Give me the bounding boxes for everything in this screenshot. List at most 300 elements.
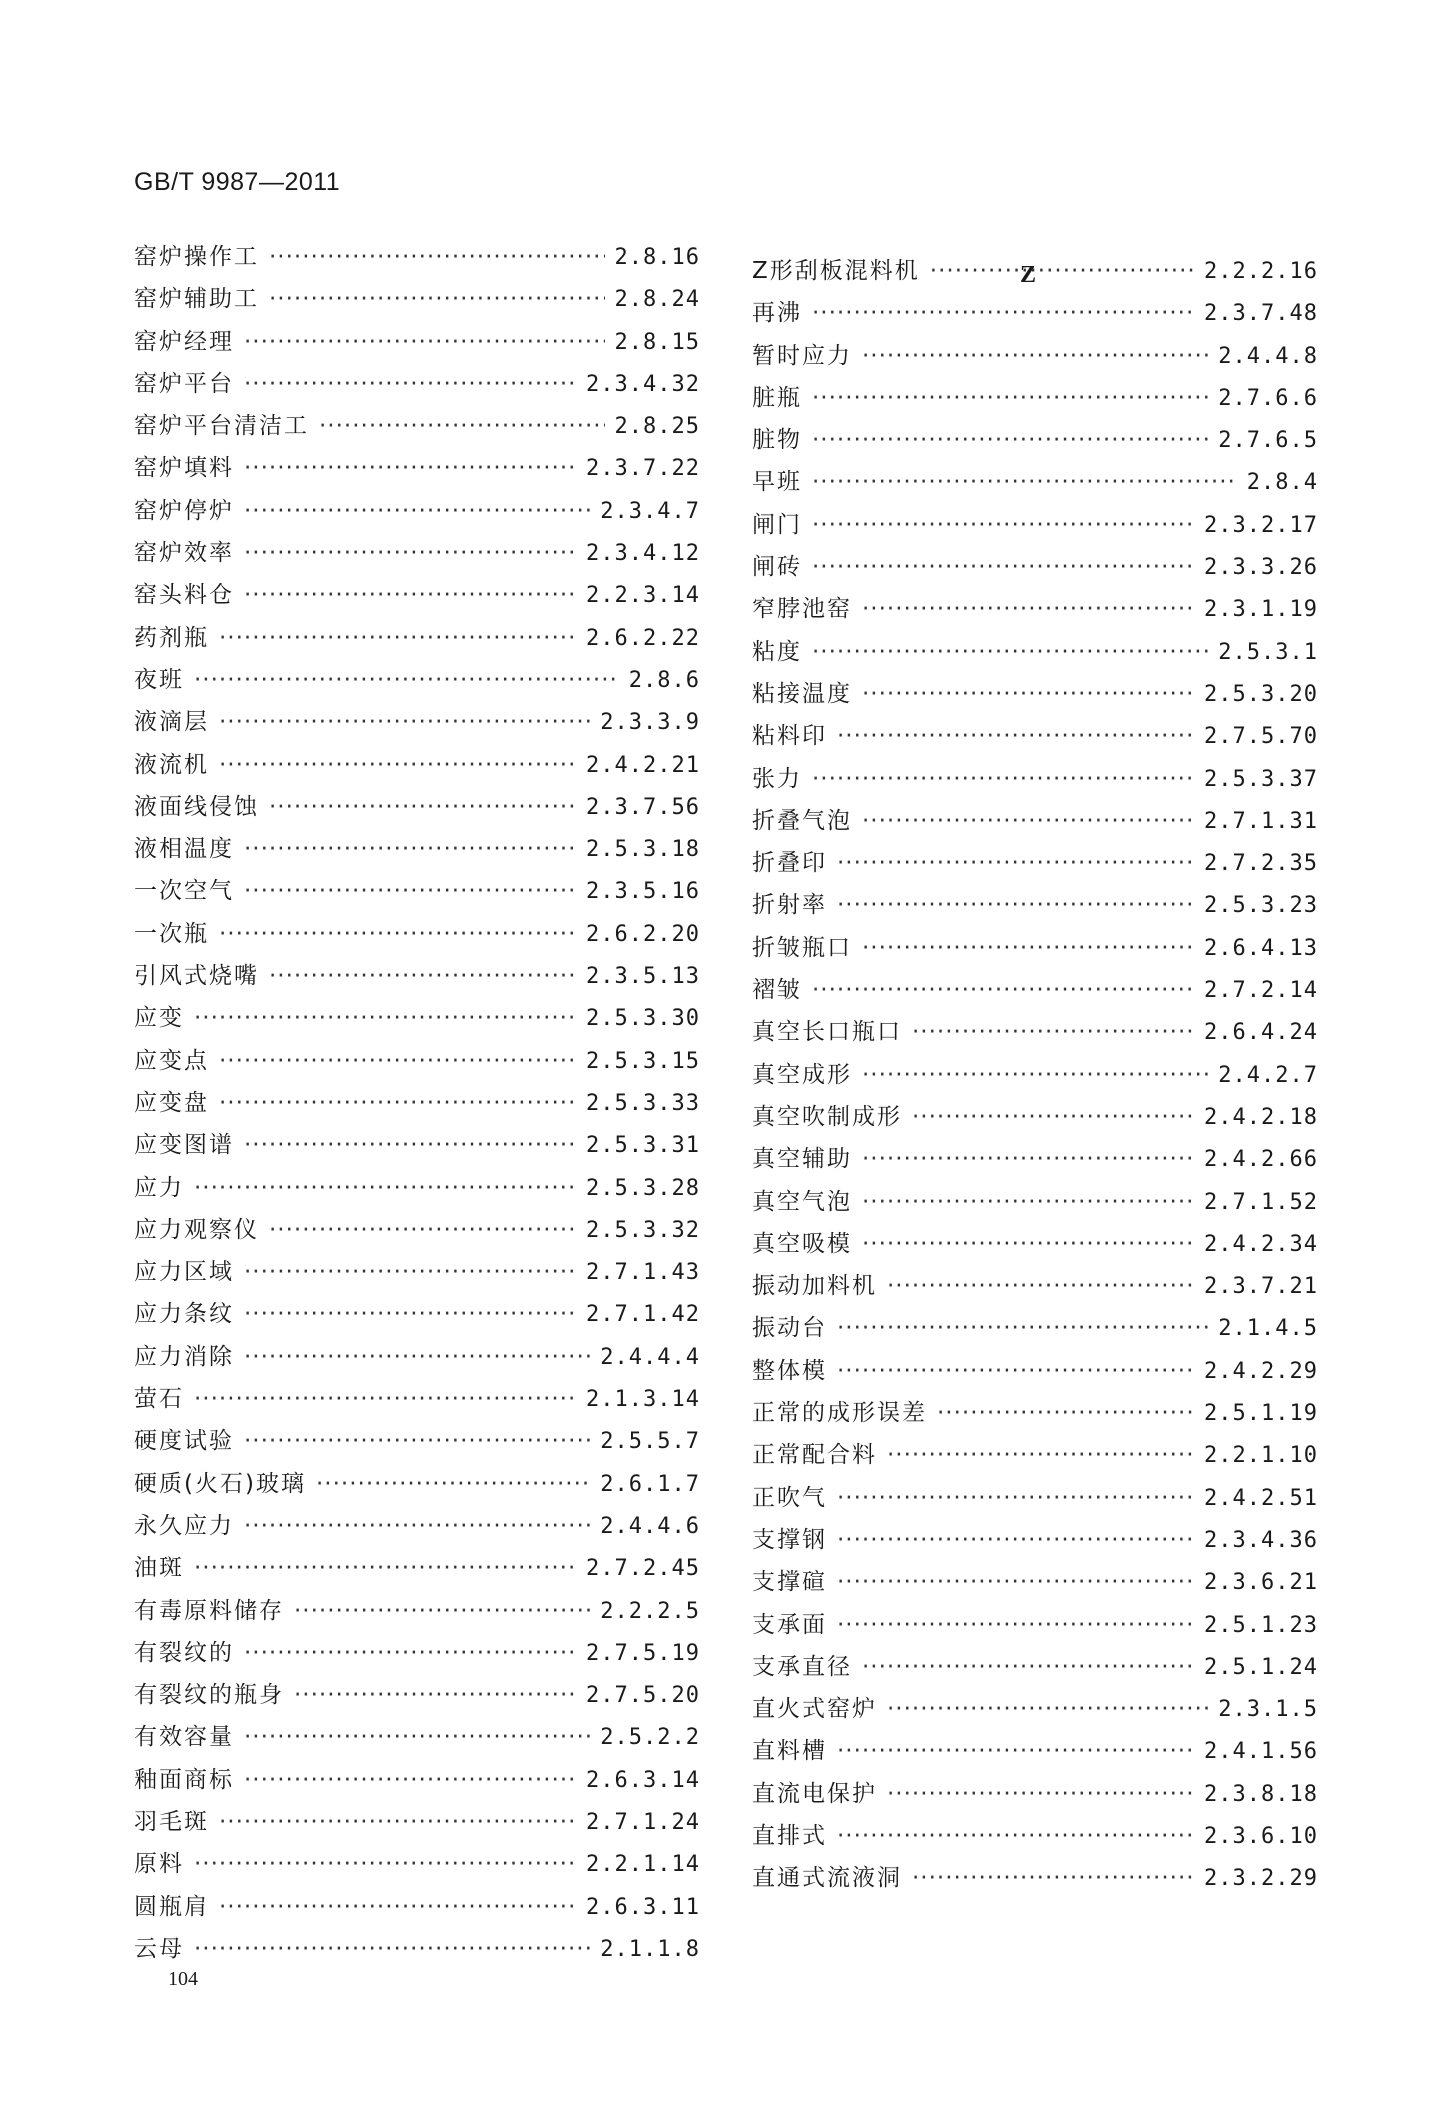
- index-reference: 2.7.2.45: [586, 1556, 700, 1582]
- index-entry: [134, 532, 700, 574]
- index-term: 窑炉平台: [134, 370, 234, 397]
- index-reference: 2.1.4.5: [1218, 1316, 1318, 1342]
- index-reference: 2.7.1.43: [586, 1260, 700, 1286]
- index-entry: [752, 250, 1318, 292]
- index-term: 硬度试验: [134, 1428, 234, 1455]
- dot-leader: [912, 1011, 1194, 1053]
- index-term: 有裂纹的: [134, 1639, 234, 1666]
- index-entry: [752, 800, 1318, 842]
- index-reference: 2.4.2.66: [1204, 1147, 1318, 1173]
- index-reference: 2.8.25: [614, 414, 700, 440]
- index-entry: [134, 701, 700, 743]
- index-term: 永久应力: [134, 1512, 234, 1539]
- page-number: 104: [168, 1968, 198, 1990]
- index-entry: [752, 377, 1318, 419]
- index-term: 早班: [752, 469, 802, 496]
- dot-leader: [194, 1547, 576, 1589]
- dot-leader: [837, 1350, 1194, 1392]
- index-entry: [134, 1420, 700, 1462]
- index-reference: 2.4.2.21: [586, 752, 700, 778]
- index-term: 再沸: [752, 300, 802, 327]
- index-reference: 2.5.3.20: [1204, 681, 1318, 707]
- index-reference: 2.2.2.5: [600, 1598, 700, 1624]
- dot-leader: [194, 1167, 576, 1209]
- index-term: 有毒原料储存: [134, 1597, 284, 1624]
- index-reference: 2.4.2.7: [1218, 1062, 1318, 1088]
- dot-leader: [244, 1293, 576, 1335]
- index-entry: [752, 1138, 1318, 1180]
- dot-leader: [812, 758, 1194, 800]
- index-entry: [134, 1378, 700, 1420]
- index-term: 窑炉效率: [134, 540, 234, 567]
- index-entry: [752, 1561, 1318, 1603]
- index-term: 正常的成形误差: [752, 1400, 927, 1427]
- index-entry: [752, 1223, 1318, 1265]
- index-term: 真空吹制成形: [752, 1103, 902, 1130]
- index-reference: 2.4.4.4: [600, 1344, 700, 1370]
- index-reference: 2.6.2.20: [586, 921, 700, 947]
- dot-leader: [244, 490, 590, 532]
- index-entry: [752, 758, 1318, 800]
- index-reference: 2.3.3.9: [600, 710, 700, 736]
- index-term: 釉面商标: [134, 1766, 234, 1793]
- index-term: 一次空气: [134, 878, 234, 905]
- index-term: 真空辅助: [752, 1146, 852, 1173]
- index-entry: [752, 546, 1318, 588]
- index-entry: [134, 236, 700, 278]
- dot-leader: [862, 1138, 1194, 1180]
- dot-leader: [194, 1378, 576, 1420]
- index-entry: [752, 1604, 1318, 1646]
- index-reference: 2.5.3.30: [586, 1006, 700, 1032]
- index-entry: [134, 1251, 700, 1293]
- index-reference: 2.5.1.23: [1204, 1612, 1318, 1638]
- index-term: 应力区域: [134, 1259, 234, 1286]
- index-entry: [134, 1674, 700, 1716]
- dot-leader: [837, 1815, 1194, 1857]
- index-entry: [134, 1801, 700, 1843]
- index-entry: [752, 1857, 1318, 1899]
- dot-leader: [912, 1096, 1194, 1138]
- index-entry: [752, 884, 1318, 926]
- index-term: 油斑: [134, 1555, 184, 1582]
- dot-leader: [219, 1082, 576, 1124]
- dot-leader: [269, 955, 576, 997]
- index-term: 有裂纹的瓶身: [134, 1682, 284, 1709]
- index-entry: [134, 1547, 700, 1589]
- index-term: 闸门: [752, 511, 802, 538]
- index-term: 支承直径: [752, 1653, 852, 1680]
- dot-leader: [812, 504, 1194, 546]
- index-term: 应变点: [134, 1047, 209, 1074]
- index-reference: 2.3.4.12: [586, 541, 700, 567]
- index-term: 应力: [134, 1174, 184, 1201]
- dot-leader: [887, 1265, 1194, 1307]
- index-term: 直通式流液洞: [752, 1865, 902, 1892]
- index-reference: 2.5.3.1: [1218, 639, 1318, 665]
- index-entry: [134, 1336, 700, 1378]
- index-term: 折叠气泡: [752, 807, 852, 834]
- dot-leader: [837, 1561, 1194, 1603]
- index-reference: 2.6.2.22: [586, 625, 700, 651]
- dot-leader: [887, 1688, 1208, 1730]
- index-entry: [752, 1307, 1318, 1349]
- index-entry: [134, 1632, 700, 1674]
- index-term: 液面线侵蚀: [134, 793, 259, 820]
- dot-leader: [862, 335, 1208, 377]
- index-entry: [752, 1181, 1318, 1223]
- index-term: 应变: [134, 1005, 184, 1032]
- index-term: 云母: [134, 1935, 184, 1962]
- index-reference: 2.8.16: [614, 245, 700, 270]
- index-entry: [752, 1054, 1318, 1096]
- dot-leader: [812, 631, 1208, 673]
- dot-leader: [244, 574, 576, 616]
- index-reference: 2.5.3.15: [586, 1048, 700, 1074]
- index-reference: 2.3.1.5: [1218, 1697, 1318, 1723]
- index-entry: [134, 1040, 700, 1082]
- dot-leader: [837, 1730, 1194, 1772]
- index-reference: 2.5.3.28: [586, 1175, 700, 1201]
- index-reference: 2.3.4.7: [600, 498, 700, 524]
- index-reference: 2.5.2.2: [600, 1725, 700, 1751]
- index-entry: [134, 1167, 700, 1209]
- index-entry: [134, 786, 700, 828]
- index-reference: 2.5.1.19: [1204, 1401, 1318, 1427]
- index-reference: 2.7.1.24: [586, 1809, 700, 1835]
- dot-leader: [294, 1590, 590, 1632]
- section-letter-z: Z: [1020, 262, 1037, 288]
- index-term: 应力消除: [134, 1343, 234, 1370]
- index-entry: [134, 744, 700, 786]
- dot-leader: [837, 1307, 1208, 1349]
- index-entry: [134, 1886, 700, 1928]
- index-entry: [752, 1815, 1318, 1857]
- index-entry: [134, 659, 700, 701]
- index-term: Z形刮板混料机: [752, 258, 920, 284]
- index-column-left: [134, 236, 700, 1970]
- index-term: 夜班: [134, 666, 184, 693]
- index-reference: 2.7.1.52: [1204, 1189, 1318, 1215]
- dot-leader: [937, 1392, 1194, 1434]
- dot-leader: [862, 673, 1194, 715]
- dot-leader: [244, 447, 576, 489]
- index-reference: 2.7.6.6: [1218, 385, 1318, 411]
- index-term: 应变盘: [134, 1089, 209, 1116]
- index-entry: [752, 969, 1318, 1011]
- dot-leader: [194, 997, 576, 1039]
- index-entry: [134, 1928, 700, 1970]
- index-reference: 2.1.1.8: [600, 1936, 700, 1962]
- dot-leader: [269, 278, 605, 320]
- index-entry: [752, 1011, 1318, 1053]
- dot-leader: [244, 1251, 576, 1293]
- index-term: 直流电保护: [752, 1780, 877, 1807]
- dot-leader: [244, 321, 605, 363]
- index-term: 直料槽: [752, 1738, 827, 1765]
- index-entry: [134, 1463, 700, 1505]
- index-term: 正吹气: [752, 1484, 827, 1511]
- dot-leader: [862, 588, 1194, 630]
- dot-leader: [244, 1632, 576, 1674]
- index-entry: [134, 574, 700, 616]
- index-term: 直排式: [752, 1822, 827, 1849]
- dot-leader: [244, 1505, 590, 1547]
- index-term: 液流机: [134, 751, 209, 778]
- dot-leader: [219, 744, 576, 786]
- index-reference: 2.3.7.48: [1204, 301, 1318, 327]
- index-term: 脏物: [752, 427, 802, 454]
- dot-leader: [862, 1054, 1208, 1096]
- index-reference: 2.3.4.32: [586, 371, 700, 397]
- index-entry: [134, 490, 700, 532]
- dot-leader: [244, 870, 576, 912]
- index-reference: 2.6.4.24: [1204, 1020, 1318, 1046]
- index-entry: [752, 1265, 1318, 1307]
- index-entry: [752, 504, 1318, 546]
- index-entry: [134, 913, 700, 955]
- index-entry: [134, 1209, 700, 1251]
- index-entry: [134, 1843, 700, 1885]
- index-term: 支撑钢: [752, 1526, 827, 1553]
- index-term: 支撑碹: [752, 1569, 827, 1596]
- index-term: 粘接温度: [752, 680, 852, 707]
- index-term: 应变图谱: [134, 1132, 234, 1159]
- index-reference: 2.3.3.26: [1204, 555, 1318, 581]
- index-term: 圆瓶肩: [134, 1893, 209, 1920]
- index-reference: 2.5.3.23: [1204, 893, 1318, 919]
- dot-leader: [219, 1040, 576, 1082]
- index-term: 振动台: [752, 1315, 827, 1342]
- index-term: 真空长口瓶口: [752, 1019, 902, 1046]
- index-term: 直火式窑炉: [752, 1696, 877, 1723]
- index-entry: [752, 1730, 1318, 1772]
- index-term: 药剂瓶: [134, 624, 209, 651]
- index-reference: 2.4.2.34: [1204, 1231, 1318, 1257]
- dot-leader: [862, 800, 1194, 842]
- index-term: 窄脖池窑: [752, 596, 852, 623]
- index-reference: 2.3.7.22: [586, 456, 700, 482]
- index-term: 窑头料仓: [134, 582, 234, 609]
- index-reference: 2.6.4.13: [1204, 935, 1318, 961]
- dot-leader: [194, 1928, 590, 1970]
- index-term: 有效容量: [134, 1724, 234, 1751]
- dot-leader: [194, 1843, 576, 1885]
- index-reference: 2.7.2.35: [1204, 851, 1318, 877]
- dot-leader: [837, 884, 1194, 926]
- index-reference: 2.6.1.7: [600, 1471, 700, 1497]
- index-reference: 2.4.1.56: [1204, 1739, 1318, 1765]
- dot-leader: [319, 405, 605, 447]
- dot-leader: [194, 659, 619, 701]
- index-column-right: [752, 250, 1318, 1900]
- index-reference: 2.2.1.10: [1204, 1443, 1318, 1469]
- index-reference: 2.3.2.29: [1204, 1866, 1318, 1892]
- index-term: 窑炉平台清洁工: [134, 413, 309, 440]
- dot-leader: [219, 701, 590, 743]
- dot-leader: [269, 1209, 576, 1251]
- index-term: 张力: [752, 765, 802, 792]
- dot-leader: [219, 617, 576, 659]
- index-term: 窑炉经理: [134, 328, 234, 355]
- index-entry: [752, 461, 1318, 503]
- dot-leader: [219, 913, 576, 955]
- dot-leader: [812, 461, 1237, 503]
- dot-leader: [244, 828, 576, 870]
- index-reference: 2.8.4: [1246, 470, 1318, 496]
- dot-leader: [244, 1420, 590, 1462]
- dot-leader: [930, 250, 1194, 292]
- index-entry: [134, 1716, 700, 1758]
- index-reference: 2.3.4.36: [1204, 1527, 1318, 1553]
- index-entry: [134, 278, 700, 320]
- index-term: 暂时应力: [752, 342, 852, 369]
- index-entry: [134, 997, 700, 1039]
- index-entry: [134, 321, 700, 363]
- index-term: 引风式烧嘴: [134, 963, 259, 990]
- index-reference: 2.5.1.24: [1204, 1654, 1318, 1680]
- index-entry: [752, 292, 1318, 334]
- index-term: 应力条纹: [134, 1301, 234, 1328]
- index-reference: 2.1.3.14: [586, 1387, 700, 1413]
- index-term: 折皱瓶口: [752, 934, 852, 961]
- index-term: 折射率: [752, 892, 827, 919]
- index-entry: [134, 1505, 700, 1547]
- index-reference: 2.3.7.56: [586, 794, 700, 820]
- index-entry: [134, 1759, 700, 1801]
- index-term: 液相温度: [134, 836, 234, 863]
- dot-leader: [812, 292, 1194, 334]
- dot-leader: [812, 419, 1208, 461]
- dot-leader: [837, 842, 1194, 884]
- index-entry: [752, 1773, 1318, 1815]
- index-term: 闸砖: [752, 554, 802, 581]
- index-reference: 2.4.2.51: [1204, 1485, 1318, 1511]
- standard-header: GB/T 9987—2011: [134, 168, 341, 196]
- dot-leader: [219, 1801, 576, 1843]
- index-reference: 2.6.3.11: [586, 1894, 700, 1920]
- index-reference: 2.7.6.5: [1218, 428, 1318, 454]
- index-reference: 2.8.6: [628, 667, 700, 693]
- index-term: 真空吸模: [752, 1230, 852, 1257]
- index-entry: [752, 1350, 1318, 1392]
- index-entry: [134, 1293, 700, 1335]
- index-term: 羽毛斑: [134, 1808, 209, 1835]
- index-reference: 2.5.3.33: [586, 1090, 700, 1116]
- dot-leader: [862, 1181, 1194, 1223]
- dot-leader: [862, 1646, 1194, 1688]
- dot-leader: [837, 1477, 1194, 1519]
- index-entry: [752, 715, 1318, 757]
- index-term: 窑炉停炉: [134, 497, 234, 524]
- index-term: 正常配合料: [752, 1442, 877, 1469]
- index-reference: 2.7.5.19: [586, 1640, 700, 1666]
- index-term: 褶皱: [752, 977, 802, 1004]
- index-entry: [134, 1082, 700, 1124]
- index-entry: [134, 1590, 700, 1632]
- dot-leader: [244, 1336, 590, 1378]
- index-reference: 2.2.2.16: [1204, 259, 1318, 284]
- index-entry: [752, 1477, 1318, 1519]
- index-reference: 2.8.24: [614, 287, 700, 313]
- index-entry: [752, 631, 1318, 673]
- dot-leader: [862, 927, 1194, 969]
- dot-leader: [812, 969, 1194, 1011]
- dot-leader: [269, 236, 605, 278]
- index-entry: [752, 1434, 1318, 1476]
- index-reference: 2.4.4.8: [1218, 343, 1318, 369]
- index-term: 粘度: [752, 638, 802, 665]
- index-entry: [752, 335, 1318, 377]
- index-reference: 2.8.15: [614, 329, 700, 355]
- dot-leader: [812, 377, 1208, 419]
- index-reference: 2.7.2.14: [1204, 978, 1318, 1004]
- index-reference: 2.7.5.20: [586, 1683, 700, 1709]
- dot-leader: [244, 532, 576, 574]
- dot-leader: [244, 363, 576, 405]
- index-reference: 2.7.1.42: [586, 1302, 700, 1328]
- index-term: 一次瓶: [134, 920, 209, 947]
- index-entry: [752, 1392, 1318, 1434]
- dot-leader: [912, 1857, 1194, 1899]
- index-reference: 2.3.5.16: [586, 879, 700, 905]
- index-term: 液滴层: [134, 709, 209, 736]
- index-entry: [752, 842, 1318, 884]
- index-reference: 2.3.2.17: [1204, 512, 1318, 538]
- index-reference: 2.5.3.31: [586, 1133, 700, 1159]
- index-reference: 2.3.8.18: [1204, 1781, 1318, 1807]
- index-entry: [752, 1519, 1318, 1561]
- index-reference: 2.3.6.10: [1204, 1823, 1318, 1849]
- dot-leader: [219, 1886, 576, 1928]
- index-reference: 2.3.1.19: [1204, 597, 1318, 623]
- dot-leader: [837, 1604, 1194, 1646]
- index-term: 真空成形: [752, 1061, 852, 1088]
- index-entry: [752, 588, 1318, 630]
- index-entry: [752, 1688, 1318, 1730]
- index-reference: 2.7.1.31: [1204, 808, 1318, 834]
- dot-leader: [837, 1519, 1194, 1561]
- index-term: 整体模: [752, 1357, 827, 1384]
- index-reference: 2.5.3.18: [586, 837, 700, 863]
- index-entry: [752, 1096, 1318, 1138]
- index-term: 支承面: [752, 1611, 827, 1638]
- dot-leader: [269, 786, 576, 828]
- index-term: 脏瓶: [752, 384, 802, 411]
- dot-leader: [244, 1124, 576, 1166]
- index-term: 真空气泡: [752, 1188, 852, 1215]
- index-term: 窑炉填料: [134, 455, 234, 482]
- index-reference: 2.5.3.37: [1204, 766, 1318, 792]
- dot-leader: [887, 1773, 1194, 1815]
- index-term: 粘料印: [752, 723, 827, 750]
- index-entry: [134, 405, 700, 447]
- dot-leader: [837, 715, 1194, 757]
- dot-leader: [294, 1674, 576, 1716]
- index-term: 振动加料机: [752, 1273, 877, 1300]
- index-reference: 2.3.5.13: [586, 964, 700, 990]
- index-entry: [752, 927, 1318, 969]
- index-reference: 2.2.1.14: [586, 1852, 700, 1878]
- index-reference: 2.3.7.21: [1204, 1274, 1318, 1300]
- index-entry: [134, 955, 700, 997]
- index-entry: [752, 1646, 1318, 1688]
- dot-leader: [244, 1716, 590, 1758]
- index-term: 窑炉辅助工: [134, 286, 259, 313]
- index-reference: 2.4.2.29: [1204, 1358, 1318, 1384]
- index-term: 硬质(火石)玻璃: [134, 1470, 306, 1497]
- dot-leader: [812, 546, 1194, 588]
